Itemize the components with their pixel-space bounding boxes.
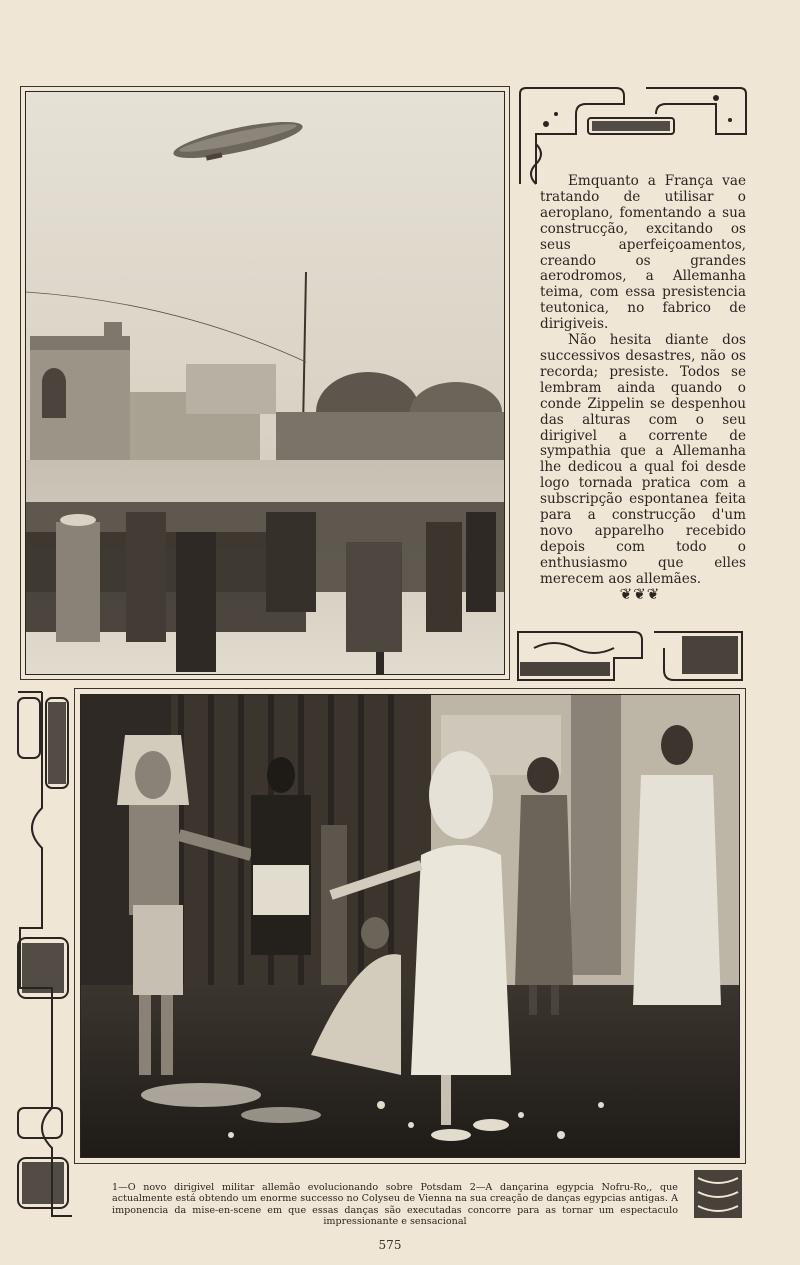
dancer-photo-illustration	[81, 695, 740, 1158]
dancer-photo	[80, 694, 740, 1158]
article-text	[540, 174, 746, 588]
art-nouveau-ornament-middle	[514, 628, 748, 684]
article-paragraph-2: Não hesita diante dos successivos desastres, não os recorda; presiste. Todos se lembram ainda quando o conde Zippelin se despenhou das alturas com o seu dirigivel a corrente de sympathia que a Allemanha lhe dedicou a qual foi desde logo tornada pratica com a subscripção espontanea feita para a construcção d'um novo apparelho recebido depois com todo o enthusiasmo que elles merecem aos allemães.	[540, 332, 746, 587]
zeppelin-photo	[25, 91, 505, 675]
zeppelin-photo-frame	[20, 86, 510, 680]
photo-caption: 1—O novo dirigivel militar allemão evolucionando sobre Potsdam 2—A dançarina egypcia Nofru-Ro,, que actualmente está obtendo um enorme successo no Colyseu de Vienna na sua creação de danças egypcias antigas. A imponencia da mise-en-scene em que essas danças são executadas concorre para as tornar um espectaculo impressionante e sensacional	[112, 1182, 678, 1228]
dancer-photo-frame	[74, 688, 746, 1164]
page-number: 575	[378, 1238, 402, 1252]
art-nouveau-ornament-bottom	[692, 1168, 744, 1220]
art-nouveau-ornament-left	[12, 688, 74, 1220]
standing-woman-figure	[515, 757, 573, 1015]
zeppelin-photo-illustration	[26, 92, 505, 675]
article-paragraph-1: Emquanto a França vae tratando de utilisar o aeroplano, fomentando a sua construcção, excitando os seus aperfeiçoamentos, creando os grandes aerodromos, a Allemanha teima, com essa presistencia teutonica, no fabrico de dirigiveis.	[540, 173, 746, 333]
dingbat-ornament: ❦❦❦	[619, 585, 661, 603]
